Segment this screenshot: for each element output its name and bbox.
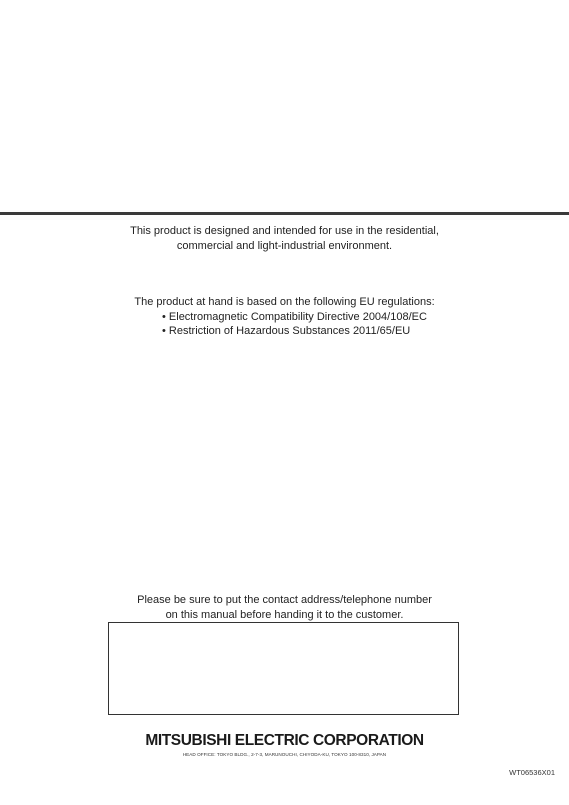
regulation-item-emc: • Electromagnetic Compatibility Directive 2004/108/EC — [162, 310, 427, 323]
regulation-item-rohs: • Restriction of Hazardous Substances 2011/65/EU — [162, 325, 411, 337]
company-name: MITSUBISHI ELECTRIC CORPORATION — [145, 732, 424, 749]
document-code: WT06536X01 — [509, 768, 555, 777]
eu-regulations — [0, 295, 569, 339]
intended-use-statement — [0, 224, 569, 253]
contact-address-box — [108, 622, 459, 715]
intended-use-line-2: commercial and light-industrial environment. — [176, 239, 393, 252]
head-office-address: HEAD OFFICE: TOKYO BLDG., 2-7-3, MARUNOUCHI, CHIYODA-KU, TOKYO 100-8310, JAPAN — [182, 752, 387, 757]
regulations-intro: The product at hand is based on the following EU regulations: — [134, 296, 435, 308]
top-divider — [0, 212, 569, 215]
intended-use-line-1: This product is designed and intended for use in the residential, — [130, 225, 439, 237]
contact-notice-line-1: Please be sure to put the contact address/telephone number — [137, 594, 432, 606]
contact-notice-line-2: on this manual before handing it to the customer. — [165, 608, 404, 621]
contact-notice — [0, 593, 569, 622]
